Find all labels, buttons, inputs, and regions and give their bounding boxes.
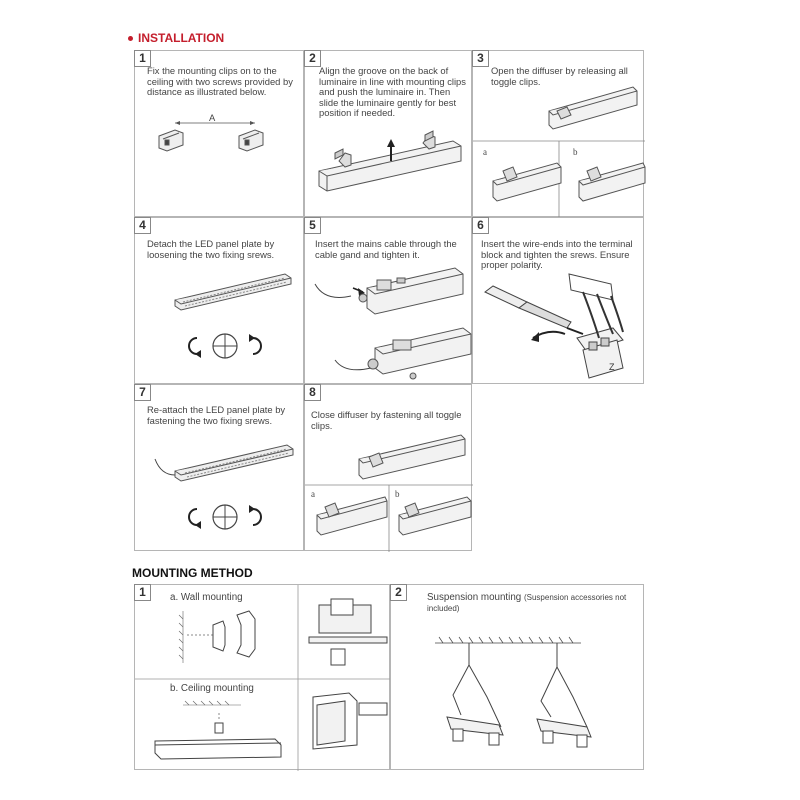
sub-label-b: b (573, 147, 578, 157)
step-6-text: Insert the wire-ends into the terminal block and tighten the srews. Ensure proper polarity. (481, 238, 633, 271)
sub-label-a: a (311, 489, 315, 499)
wall-mounting-label: a. Wall mounting (170, 592, 243, 603)
step-2-text: Align the groove on the back of luminaire in line with mounting clips and push the luminaire in. Then slide the luminaire gently for best position if needed. (319, 65, 466, 119)
step-number: 2 (304, 50, 321, 67)
step-8-text: Close diffuser by fastening all toggle clips. (311, 409, 462, 431)
step-number: 3 (472, 50, 489, 67)
reattach-panel-illustration (135, 385, 305, 552)
svg-text:Z: Z (609, 362, 615, 372)
terminal-block-illustration (473, 218, 645, 385)
step-3-cell (472, 50, 644, 217)
step-4-text: Detach the LED panel plate by loosening the two fixing srews. (147, 238, 275, 260)
luminaire-mounting-illustration (305, 51, 473, 218)
suspension-note: (Suspension accessories not included) (427, 593, 627, 613)
step-number: 4 (134, 217, 151, 234)
step-number: 5 (304, 217, 321, 234)
step-1-cell (134, 50, 304, 217)
suspension-title: Suspension mounting (427, 592, 522, 603)
method-number: 2 (390, 584, 407, 601)
cable-gland-illustration (305, 218, 473, 385)
mounting-method-2-cell (390, 584, 644, 770)
step-6-cell (472, 217, 644, 384)
bullet-icon (128, 36, 133, 41)
sub-label-a: a (483, 147, 487, 157)
ceiling-mounting-label: b. Ceiling mounting (170, 683, 254, 694)
step-number: 1 (134, 50, 151, 67)
step-number: 6 (472, 217, 489, 234)
step-3-text: Open the diffuser by releasing all toggle clips. (491, 65, 628, 87)
step-7-text: Re-attach the LED panel plate by fastening the two fixing srews. (147, 404, 286, 426)
close-diffuser-illustration (305, 385, 473, 552)
sub-label-b: b (395, 489, 400, 499)
installation-title: INSTALLATION (138, 31, 225, 45)
method-number: 1 (134, 584, 151, 601)
step-number: 8 (304, 384, 321, 401)
mounting-clips-illustration (135, 51, 305, 218)
step-8-cell (304, 384, 472, 551)
step-1-text: Fix the mounting clips on to the ceiling with two screws provided by distance as illustrated below. (147, 65, 293, 98)
mounting-method-heading: MOUNTING METHOD (132, 566, 253, 580)
step-5-cell (304, 217, 472, 384)
step-2-cell (304, 50, 472, 217)
open-diffuser-illustration (473, 51, 645, 218)
step-7-cell (134, 384, 304, 551)
mounting-method-1-cell (134, 584, 390, 770)
installation-heading (128, 31, 224, 45)
step-4-cell (134, 217, 304, 384)
dimension-label: A (209, 112, 216, 123)
step-5-text: Insert the mains cable through the cable gand and tighten it. (315, 238, 457, 260)
led-panel-illustration (135, 218, 305, 385)
suspension-mounting-illustration (391, 585, 645, 771)
step-number: 7 (134, 384, 151, 401)
wall-ceiling-mounting-illustration (135, 585, 391, 771)
